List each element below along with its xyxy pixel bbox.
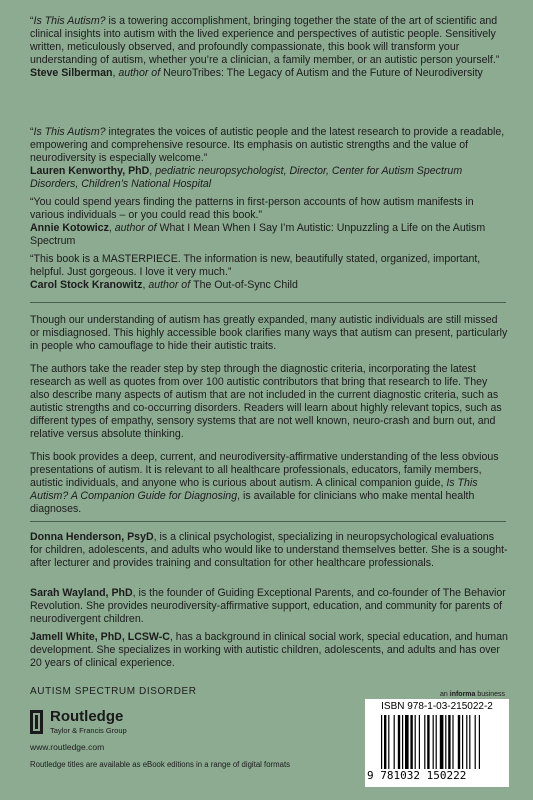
author-bio-3: Jamell White, PhD, LCSW-C, has a background in clinical social work, special education, and human development. She specializes in working with autistic children, adolescents, and adults and has over 20 years of clinical experience. (30, 631, 508, 669)
isbn-number: ISBN 978-1-03-215022-2 (381, 701, 493, 712)
routledge-logo-icon (30, 710, 43, 734)
endorsement-4-attribution: Carol Stock Kranowitz, author of The Out-of-Sync Child (30, 278, 298, 291)
publisher-name: Routledge (50, 708, 124, 725)
description-p1: Though our understanding of autism has greatly expanded, many autistic individuals are still missed or misdiagnosed. This highly accessible book clarifies many ways that autism can present, particularly in people who camouflage to hide their autistic traits. (30, 314, 508, 352)
endorsement-3-quote: “You could spend years finding the patterns in first-person accounts of how autism manifests in various individuals – or you could read this book.” (30, 196, 474, 221)
publisher-group: Taylor & Francis Group (50, 726, 127, 735)
endorsement-4 (30, 253, 508, 292)
barcode-digits: 9 781032 150222 (367, 769, 467, 782)
author-bio-1: Donna Henderson, PsyD, is a clinical psychologist, specializing in neuropsychological evaluations for children, adolescents, and adults who would like to understand themselves better. She is a sought-after lecturer and provides training and consultation for other healthcare professionals. (30, 531, 508, 569)
subject-category: AUTISM SPECTRUM DISORDER (30, 686, 197, 697)
companion-guide-title: Is This Autism? A Companion Guide for Diagnosing (30, 476, 478, 502)
barcode-icon (381, 715, 501, 769)
endorsement-3 (30, 196, 508, 248)
description-p3: This book provides a deep, current, and neurodiversity-affirmative understanding of the less obvious presentations of autism. It is relevant to all healthcare professionals, educators, family members, autistic individuals, and anyone who is curious about autism. A clinical companion guide, Is This Autism? A Companion Guide for Diagnosing, is available for clinicians who make mental health diagnoses. (30, 451, 499, 515)
endorsement-2-book-title: Is This Autism? (33, 126, 106, 138)
endorsement-1 (30, 15, 508, 80)
informa-business-mark: an informa business (440, 691, 505, 698)
divider-middle (30, 521, 506, 522)
divider-top (30, 302, 506, 303)
author-bio-2: Sarah Wayland, PhD, is the founder of Guiding Exceptional Parents, and co-founder of The Behavior Revolution. She provides neurodiversity-affirmative support, education, and community for parents of neurodivergent children. (30, 587, 506, 625)
description-p2: The authors take the reader step by step through the diagnostic criteria, incorporating the latest research as well as quotes from over 100 autistic contributors that bring that research to life. They also describe many aspects of autism that are not included in the current diagnostic criteria, such as autistic strengths and co-occurring disorders. Readers will learn about highly relevant topics, such as different types of empathy, sensory systems that are not well known, neuro-crash and burn out, and relative versus absolute thinking. (30, 363, 502, 440)
isbn-barcode (365, 699, 509, 787)
endorsement-1-attribution: Steve Silberman, author of NeuroTribes: The Legacy of Autism and the Future of Neurodiversity (30, 66, 483, 79)
ebook-note: Routledge titles are available as eBook editions in a range of digital formats (30, 760, 291, 769)
endorsement-2 (30, 126, 508, 191)
author-name-2: Sarah Wayland, PhD (30, 587, 133, 599)
endorsement-1-quote: “Is This Autism? is a towering accomplishment, bringing together the state of the art of scientific and clinical insights into autism with the lived experience and perspectives of autistic people. Sensitively written, meticulously observed, and profoundly compassionate, this book will transform your understanding of autism, whether you’re a clinician, a family member, or an autistic person yourself.” (30, 15, 500, 66)
publisher-website: www.routledge.com (30, 742, 105, 752)
author-name-3: Jamell White, PhD, LCSW-C (30, 631, 170, 643)
endorsement-2-attribution: Lauren Kenworthy, PhD, pediatric neuropsychologist, Director, Center for Autism Spectrum Disorders, Children’s National Hospital (30, 164, 463, 190)
endorsement-3-attribution: Annie Kotowicz, author of What I Mean When I Say I’m Autistic: Unpuzzling a Life on the Autism Spectrum (30, 221, 486, 247)
endorsement-2-quote: “Is This Autism? integrates the voices of autistic people and the latest research to provide a readable, empowering and comprehensive resource. Its emphasis on autistic strengths and the value of neurodiversity is especially welcome.” (30, 126, 505, 164)
endorsement-4-quote: “This book is a MASTERPIECE. The information is new, beautifully stated, organized, important, helpful. Just gorgeous. I love it very much.” (30, 253, 481, 278)
author-name-1: Donna Henderson, PsyD (30, 531, 154, 543)
endorsement-1-book-title: Is This Autism? (33, 15, 106, 27)
publisher-logo (30, 708, 220, 738)
